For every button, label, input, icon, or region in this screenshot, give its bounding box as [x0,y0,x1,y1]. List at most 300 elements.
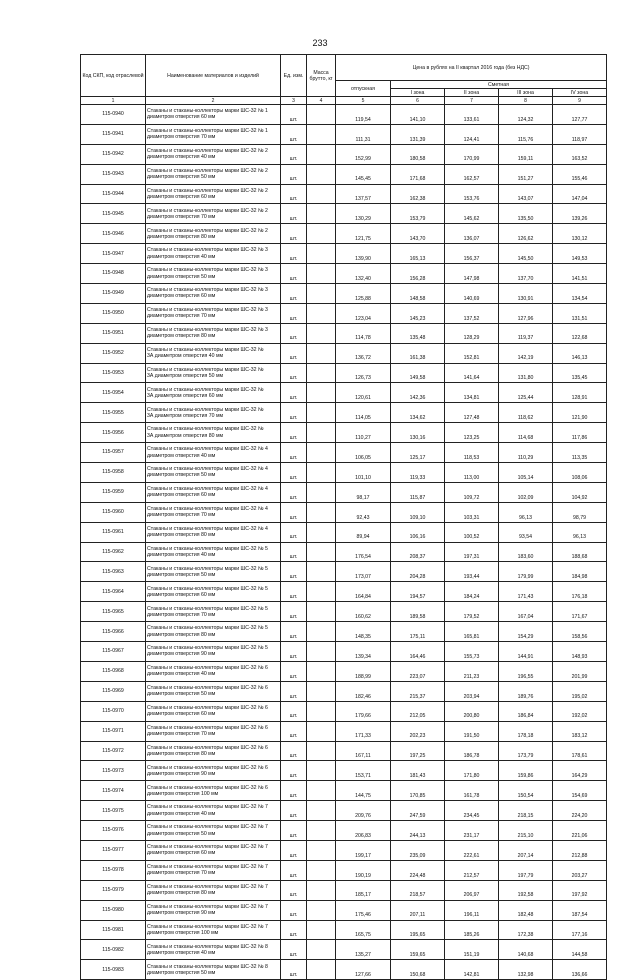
cell-code: 115-0950 [81,303,146,323]
cell-price-zone-2: 165,81 [445,622,499,642]
cell-unit: шт. [281,303,307,323]
cell-price-zone-2: 212,57 [445,860,499,880]
table-row [81,721,607,741]
item-name-line-1: Стаканы и стаканы-коллекторы марки ШС-32 № 2 [147,227,268,234]
cell-price-zone-4: 117,86 [553,423,607,443]
cell-code: 115-0956 [81,423,146,443]
cell-price-zone-3: 114,68 [499,423,553,443]
cell-price-zone-3: 171,43 [499,582,553,602]
cell-name [146,701,281,721]
col-number: 3 [281,97,307,105]
cell-unit: шт. [281,522,307,542]
cell-unit: шт. [281,323,307,343]
cell-price-zone-3: 196,55 [499,661,553,681]
item-name-line-2: диаметром отверстия 80 мм [147,532,216,539]
item-name-line-1: Стаканы и стаканы-коллекторы марки ШС-32 № 3 [147,327,268,334]
table-row [81,582,607,602]
cell-code: 115-0947 [81,244,146,264]
cell-price-zone-4: 195,02 [553,681,607,701]
cell-code: 115-0976 [81,821,146,841]
cell-price-release: 111,31 [336,124,391,144]
item-name-line-2: диаметром отверстия 40 мм [147,552,216,559]
cell-name [146,323,281,343]
cell-price-release: 145,45 [336,164,391,184]
cell-mass [307,920,336,940]
table-row [81,343,607,363]
col-number: 4 [307,97,336,105]
cell-price-zone-4: 201,99 [553,661,607,681]
item-name-line-2: диаметром отверстия 80 мм [147,750,216,757]
cell-unit: шт. [281,701,307,721]
cell-price-zone-2: 137,52 [445,303,499,323]
cell-price-zone-4: 171,67 [553,602,607,622]
item-name-line-1: Стаканы и стаканы-коллекторы марки ШС-32 № 3 [147,287,268,294]
cell-unit: шт. [281,144,307,164]
cell-code: 115-0949 [81,284,146,304]
cell-price-zone-4: 203,27 [553,860,607,880]
table-row [81,801,607,821]
item-name-line-2: диаметром отверстия 40 мм [147,949,216,956]
cell-price-zone-1: 180,58 [391,144,445,164]
cell-mass [307,522,336,542]
cell-price-zone-3: 125,44 [499,383,553,403]
cell-price-zone-4: 136,66 [553,960,607,980]
table-row [81,880,607,900]
cell-price-zone-4: 197,92 [553,880,607,900]
cell-price-zone-4: 108,06 [553,463,607,483]
item-name-line-1: Стаканы и стаканы-коллекторы марки ШС-32 № 1 [147,108,268,115]
cell-name [146,383,281,403]
item-name-line-2: диаметром отверстия 50 мм [147,571,216,578]
cell-mass [307,244,336,264]
cell-unit: шт. [281,642,307,662]
cell-price-zone-1: 208,37 [391,542,445,562]
item-name-line-2: диаметром отверстия 50 мм [147,830,216,837]
cell-price-release: 165,75 [336,920,391,940]
col-number: 8 [499,97,553,105]
cell-mass [307,940,336,960]
cell-code: 115-0961 [81,522,146,542]
cell-price-zone-3: 172,38 [499,920,553,940]
cell-price-zone-3: 186,84 [499,701,553,721]
cell-name [146,681,281,701]
table-row [81,940,607,960]
cell-price-release: 199,17 [336,840,391,860]
cell-unit: шт. [281,502,307,522]
item-name-line-1: Стаканы и стаканы-коллекторы марки ШС-32 № 3 [147,307,268,314]
table-row [81,164,607,184]
cell-unit: шт. [281,940,307,960]
table-row [81,463,607,483]
cell-mass [307,284,336,304]
cell-price-zone-3: 215,10 [499,821,553,841]
item-name-line-2: диаметром отверстия 90 мм [147,770,216,777]
cell-price-zone-3: 167,04 [499,602,553,622]
cell-name [146,463,281,483]
cell-price-zone-3: 102,09 [499,482,553,502]
cell-price-release: 173,07 [336,562,391,582]
cell-price-zone-1: 125,17 [391,443,445,463]
cell-code: 115-0955 [81,403,146,423]
cell-name [146,582,281,602]
cell-price-release: 188,99 [336,661,391,681]
cell-mass [307,642,336,662]
cell-price-zone-2: 186,78 [445,741,499,761]
cell-mass [307,741,336,761]
cell-price-zone-2: 200,80 [445,701,499,721]
cell-price-zone-3: 142,19 [499,343,553,363]
cell-name [146,264,281,284]
item-name-line-1: Стаканы и стаканы-коллекторы марки ШС-32 № [147,366,264,373]
item-name-line-2: диаметром отверстия 40 мм [147,253,216,260]
cell-code: 115-0969 [81,681,146,701]
cell-price-zone-3: 151,27 [499,164,553,184]
table-row [81,522,607,542]
cell-price-release: 176,54 [336,542,391,562]
cell-price-zone-4: 187,54 [553,900,607,920]
col-number: 7 [445,97,499,105]
cell-mass [307,224,336,244]
cell-code: 115-0972 [81,741,146,761]
item-name-line-2: диаметром отверстия 40 мм [147,810,216,817]
cell-price-zone-2: 161,78 [445,781,499,801]
cell-name [146,741,281,761]
item-name-line-2: диаметром отверстия 50 мм [147,969,216,976]
cell-price-release: 209,76 [336,801,391,821]
cell-price-zone-3: 130,91 [499,284,553,304]
header-release: отпускная [336,81,391,97]
cell-price-zone-4: 128,91 [553,383,607,403]
cell-code: 115-0979 [81,880,146,900]
item-name-line-1: Стаканы и стаканы-коллекторы марки ШС-32 № 5 [147,565,268,572]
cell-price-zone-2: 162,57 [445,164,499,184]
cell-unit: шт. [281,164,307,184]
item-name-line-1: Стаканы и стаканы-коллекторы марки ШС-32 № 2 [147,207,268,214]
cell-price-zone-1: 164,46 [391,642,445,662]
cell-price-release: 114,78 [336,323,391,343]
cell-price-zone-1: 215,37 [391,681,445,701]
cell-price-zone-3: 124,32 [499,105,553,125]
cell-unit: шт. [281,582,307,602]
cell-price-zone-2: 196,11 [445,900,499,920]
cell-name [146,403,281,423]
cell-unit: шт. [281,860,307,880]
cell-code: 115-0970 [81,701,146,721]
cell-price-release: 206,83 [336,821,391,841]
cell-price-zone-4: 154,69 [553,781,607,801]
cell-price-zone-3: 115,76 [499,124,553,144]
cell-price-zone-4: 224,20 [553,801,607,821]
cell-price-zone-4: 164,29 [553,761,607,781]
cell-name [146,920,281,940]
cell-price-zone-4: 192,02 [553,701,607,721]
cell-price-zone-3: 207,14 [499,840,553,860]
cell-name [146,124,281,144]
cell-name [146,363,281,383]
item-name-line-1: Стаканы и стаканы-коллекторы марки ШС-32 № [147,386,264,393]
item-name-line-1: Стаканы и стаканы-коллекторы марки ШС-32 № 7 [147,864,268,871]
cell-price-zone-2: 141,64 [445,363,499,383]
table-row [81,244,607,264]
cell-price-zone-2: 211,23 [445,661,499,681]
item-name-line-2: диаметром отверстия 80 мм [147,333,216,340]
cell-code: 115-0968 [81,661,146,681]
cell-price-release: 148,35 [336,622,391,642]
cell-code: 115-0945 [81,204,146,224]
cell-name [146,721,281,741]
cell-price-zone-3: 118,62 [499,403,553,423]
cell-unit: шт. [281,681,307,701]
cell-mass [307,960,336,980]
item-name-line-2: диаметром отверстия 80 мм [147,890,216,897]
cell-code: 115-0963 [81,562,146,582]
cell-unit: шт. [281,184,307,204]
cell-code: 115-0957 [81,443,146,463]
cell-code: 115-0952 [81,343,146,363]
cell-price-zone-4: 176,18 [553,582,607,602]
cell-price-release: 120,61 [336,383,391,403]
item-name-line-1: Стаканы и стаканы-коллекторы марки ШС-32 № 6 [147,784,268,791]
cell-price-release: 110,27 [336,423,391,443]
cell-price-zone-1: 195,65 [391,920,445,940]
item-name-line-2: диаметром отверстия 90 мм [147,910,216,917]
cell-price-zone-1: 202,23 [391,721,445,741]
cell-price-zone-1: 244,13 [391,821,445,841]
item-name-line-2: диаметром отверстия 70 мм [147,134,216,141]
cell-price-zone-3: 110,29 [499,443,553,463]
item-name-line-2: диаметром отверстия 80 мм [147,631,216,638]
cell-price-release: 153,71 [336,761,391,781]
cell-price-release: 144,75 [336,781,391,801]
cell-price-zone-1: 119,33 [391,463,445,483]
cell-code: 115-0960 [81,502,146,522]
table-header [81,55,607,105]
cell-price-zone-3: 127,96 [499,303,553,323]
cell-code: 115-0959 [81,482,146,502]
item-name-line-1: Стаканы и стаканы-коллекторы марки ШС-32 № 5 [147,625,268,632]
cell-mass [307,423,336,443]
cell-price-zone-4: 135,45 [553,363,607,383]
table-row [81,482,607,502]
cell-price-zone-4: 131,51 [553,303,607,323]
table-row [81,642,607,662]
table-row [81,741,607,761]
item-name-line-2: диаметром отверстия 80 мм [147,233,216,240]
cell-price-release: 190,19 [336,860,391,880]
cell-price-zone-2: 203,94 [445,681,499,701]
cell-unit: шт. [281,423,307,443]
cell-price-zone-2: 118,53 [445,443,499,463]
cell-mass [307,701,336,721]
item-name-line-1: Стаканы и стаканы-коллекторы марки ШС-32 № [147,346,264,353]
cell-code: 115-0958 [81,463,146,483]
cell-name [146,860,281,880]
col-number: 1 [81,97,146,105]
cell-mass [307,801,336,821]
cell-mass [307,681,336,701]
item-name-line-1: Стаканы и стаканы-коллекторы марки ШС-32 № 5 [147,645,268,652]
item-name-line-2: 3А диаметром отверстия 50 мм [147,373,224,380]
cell-price-zone-1: 143,70 [391,224,445,244]
cell-price-zone-4: 121,90 [553,403,607,423]
cell-price-zone-2: 179,52 [445,602,499,622]
cell-price-zone-1: 153,79 [391,204,445,224]
item-name-line-1: Стаканы и стаканы-коллекторы марки ШС-32 № 2 [147,187,268,194]
cell-code: 115-0965 [81,602,146,622]
cell-price-zone-1: 197,25 [391,741,445,761]
column-number-row [81,97,607,105]
cell-code: 115-0943 [81,164,146,184]
table-row [81,681,607,701]
cell-mass [307,343,336,363]
cell-name [146,105,281,125]
cell-price-release: 160,62 [336,602,391,622]
cell-name [146,144,281,164]
item-name-line-1: Стаканы и стаканы-коллекторы марки ШС-32 № 5 [147,605,268,612]
cell-mass [307,482,336,502]
cell-code: 115-0944 [81,184,146,204]
item-name-line-2: диаметром отверстия 50 мм [147,174,216,181]
cell-price-zone-2: 193,44 [445,562,499,582]
cell-unit: шт. [281,741,307,761]
cell-price-zone-4: 144,58 [553,940,607,960]
cell-price-zone-1: 131,39 [391,124,445,144]
cell-price-zone-1: 175,11 [391,622,445,642]
cell-price-zone-4: 147,04 [553,184,607,204]
cell-mass [307,860,336,880]
cell-unit: шт. [281,542,307,562]
cell-code: 115-0942 [81,144,146,164]
cell-price-zone-4: 184,98 [553,562,607,582]
cell-price-zone-1: 148,58 [391,284,445,304]
header-zone-2: II зона [445,89,499,97]
cell-unit: шт. [281,761,307,781]
cell-price-zone-1: 149,58 [391,363,445,383]
item-name-line-1: Стаканы и стаканы-коллекторы марки ШС-32 № [147,406,264,413]
cell-price-zone-4: 146,13 [553,343,607,363]
cell-price-release: 106,05 [336,443,391,463]
header-zone-3: III зона [499,89,553,97]
item-name-line-1: Стаканы и стаканы-коллекторы марки ШС-32 № 4 [147,446,268,453]
item-name-line-1: Стаканы и стаканы-коллекторы марки ШС-32 № 7 [147,844,268,851]
cell-price-zone-2: 171,80 [445,761,499,781]
item-name-line-1: Стаканы и стаканы-коллекторы марки ШС-32 № 2 [147,148,268,155]
col-number: 9 [553,97,607,105]
cell-price-release: 137,57 [336,184,391,204]
item-name-line-1: Стаканы и стаканы-коллекторы марки ШС-32 № 5 [147,545,268,552]
cell-mass [307,661,336,681]
cell-price-zone-3: 192,58 [499,880,553,900]
cell-unit: шт. [281,403,307,423]
table-row [81,224,607,244]
cell-name [146,343,281,363]
item-name-line-2: диаметром отверстия 40 мм [147,154,216,161]
cell-price-release: 175,46 [336,900,391,920]
cell-name [146,184,281,204]
cell-price-zone-1: 223,07 [391,661,445,681]
cell-price-zone-1: 142,36 [391,383,445,403]
cell-price-zone-2: 184,24 [445,582,499,602]
cell-code: 115-0978 [81,860,146,880]
cell-price-zone-2: 145,62 [445,204,499,224]
cell-name [146,602,281,622]
cell-price-zone-4: 127,77 [553,105,607,125]
cell-name [146,522,281,542]
item-name-line-1: Стаканы и стаканы-коллекторы марки ШС-32 № 8 [147,943,268,950]
item-name-line-1: Стаканы и стаканы-коллекторы марки ШС-32 № 8 [147,963,268,970]
cell-price-release: 92,43 [336,502,391,522]
cell-unit: шт. [281,105,307,125]
item-name-line-2: диаметром отверстия 70 мм [147,611,216,618]
cell-mass [307,900,336,920]
table-row [81,701,607,721]
cell-price-zone-1: 161,38 [391,343,445,363]
cell-code: 115-0974 [81,781,146,801]
cell-name [146,244,281,264]
cell-price-zone-3: 182,48 [499,900,553,920]
cell-mass [307,184,336,204]
cell-price-zone-4: 188,68 [553,542,607,562]
cell-name [146,423,281,443]
cell-code: 115-0980 [81,900,146,920]
cell-mass [307,602,336,622]
cell-price-release: 123,04 [336,303,391,323]
cell-price-zone-2: 147,98 [445,264,499,284]
cell-price-zone-3: 140,68 [499,940,553,960]
cell-price-zone-2: 153,76 [445,184,499,204]
cell-price-release: 89,94 [336,522,391,542]
cell-price-release: 127,66 [336,960,391,980]
item-name-line-2: диаметром отверстия 60 мм [147,293,216,300]
cell-code: 115-0982 [81,940,146,960]
cell-code: 115-0948 [81,264,146,284]
cell-price-zone-4: 158,56 [553,622,607,642]
cell-price-release: 185,17 [336,880,391,900]
cell-price-zone-1: 224,48 [391,860,445,880]
cell-code: 115-0954 [81,383,146,403]
cell-unit: шт. [281,224,307,244]
cell-mass [307,622,336,642]
item-name-line-2: диаметром отверстия 60 мм [147,850,216,857]
table-row [81,761,607,781]
table-row [81,602,607,622]
cell-code: 115-0971 [81,721,146,741]
cell-price-zone-1: 156,28 [391,264,445,284]
cell-price-zone-3: 145,50 [499,244,553,264]
cell-price-zone-1: 150,68 [391,960,445,980]
table-row [81,542,607,562]
cell-code: 115-0983 [81,960,146,980]
item-name-line-1: Стаканы и стаканы-коллекторы марки ШС-32 № 6 [147,764,268,771]
item-name-line-2: диаметром отверстия 90 мм [147,651,216,658]
cell-name [146,661,281,681]
item-name-line-2: 3А диаметром отверстия 40 мм [147,353,224,360]
cell-unit: шт. [281,284,307,304]
cell-price-zone-1: 170,85 [391,781,445,801]
item-name-line-1: Стаканы и стаканы-коллекторы марки ШС-32 № 7 [147,903,268,910]
cell-price-release: 119,54 [336,105,391,125]
item-name-line-1: Стаканы и стаканы-коллекторы марки ШС-32 № 4 [147,486,268,493]
table-row [81,144,607,164]
item-name-line-2: диаметром отверстия 60 мм [147,591,216,598]
cell-price-zone-3: 137,70 [499,264,553,284]
cell-price-zone-1: 218,57 [391,880,445,900]
cell-price-release: 152,99 [336,144,391,164]
item-name-line-2: 3А диаметром отверстия 80 мм [147,432,224,439]
table-row [81,323,607,343]
cell-price-zone-3: 189,76 [499,681,553,701]
item-name-line-2: диаметром отверстия 50 мм [147,273,216,280]
